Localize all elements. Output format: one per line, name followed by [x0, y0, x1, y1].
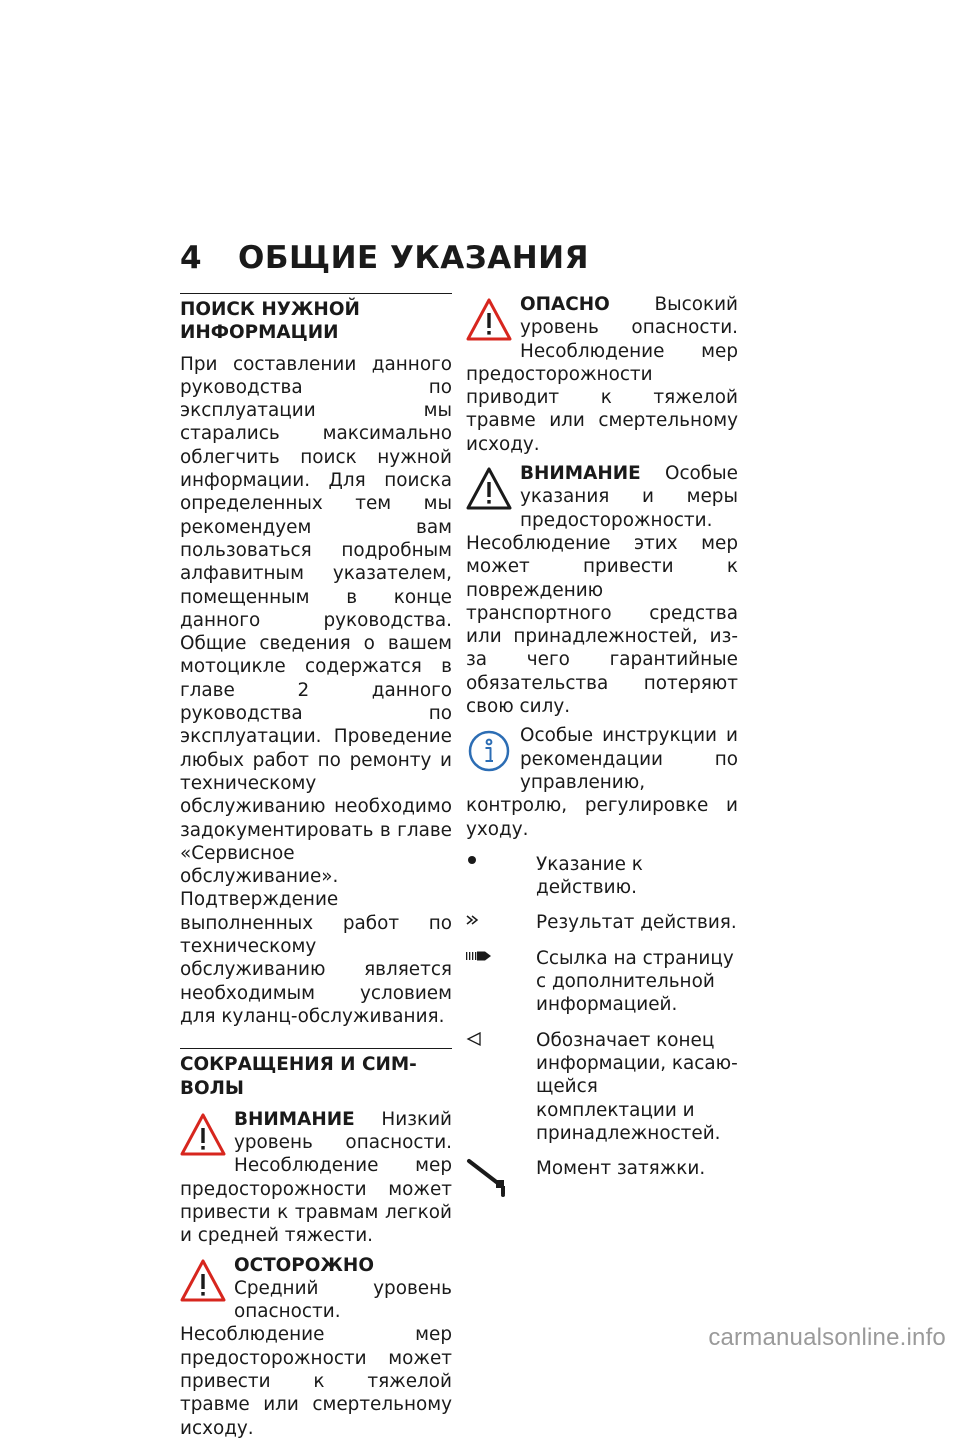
- torque-wrench-icon: [466, 1157, 536, 1198]
- watermark: carmanualsonline.info: [708, 1324, 946, 1351]
- chapter-title: [180, 240, 589, 276]
- symbol-row-result: [466, 911, 738, 934]
- notice-info: [466, 724, 738, 840]
- notice-caution-medium: [180, 1254, 452, 1440]
- warning-triangle-icon: [466, 466, 512, 512]
- warning-triangle-icon: [180, 1258, 226, 1304]
- notice-text: Низкий уровень опасности. Несоблюдение мер предосторожности может привести к травмам легкой и средней тяжести.: [180, 1108, 452, 1247]
- chapter-title-text: ОБЩИЕ УКАЗАНИЯ: [238, 240, 589, 276]
- symbol-row-torque: [466, 1157, 738, 1198]
- symbol-row-page-reference: [466, 947, 738, 1017]
- symbol-description: Указание к действию.: [536, 853, 643, 899]
- right-column: [466, 293, 738, 1198]
- notice-text: Средний уровень опасности. Несоблюдение мер предосторожности может привести к тяжелой травме или смертельному исходу.: [180, 1277, 452, 1439]
- notice-text: Особые указания и меры предосторожности. Несоблюдение этих мер может привести к повреждению транспортного средства или принадлежностей, из-за чего гарантийные обязательства потеряют свою силу.: [466, 463, 738, 718]
- left-column: [180, 293, 452, 1440]
- warning-triangle-icon: [180, 1112, 226, 1158]
- symbol-row-action: [466, 853, 738, 900]
- info-icon: [466, 728, 512, 774]
- bullet-icon: [466, 853, 536, 900]
- end-marker-icon: [466, 1029, 536, 1145]
- chapter-number: 4: [180, 240, 203, 276]
- notice-text: Особые инструкции и рекомендации по управлению, контролю, регулировке и уходу.: [466, 725, 738, 840]
- notice-keyword: ОПАСНО: [520, 294, 610, 315]
- result-arrow-icon: [466, 911, 536, 934]
- symbol-description: Результат действия.: [536, 912, 737, 934]
- symbols-section-heading: СОКРАЩЕНИЯ И СИМВОЛЫ: [180, 1048, 452, 1100]
- symbol-row-end-marker: [466, 1029, 738, 1145]
- search-section-body: При составлении данного руководства по эксплуатации мы старались максимально облегчить поиск нужной информации. Для поиска определенных тем мы рекомендуем вам пользоваться подробным алфавитным указателем, помещенным в конце данного руководства. Общие сведения о вашем мотоцикле содержатся в главе 2 данного руководства по эксплуатации. Проведение любых работ по ремонту и техническому обслуживанию необходимо задокументировать в главе «Сервисное обслуживание». Подтверждение выполненных работ по техническому обслуживанию является необходимым условием для куланц-обслуживания.: [180, 353, 452, 1027]
- notice-keyword: ВНИМАНИЕ: [520, 463, 641, 485]
- symbol-description: Ссылка на страницу с дополнительной информацией.: [536, 947, 734, 1016]
- symbol-description: Момент затяжки.: [536, 1158, 706, 1180]
- warning-triangle-icon: [466, 297, 512, 343]
- notice-attention-material: [466, 462, 738, 718]
- notice-keyword: ВНИМАНИЕ: [234, 1108, 355, 1130]
- notice-text: Высокий уровень опасности. Несоблюдение мер предосторожности приводит к тяжелой травме или смертельному исходу.: [466, 294, 738, 455]
- page-reference-icon: [466, 947, 536, 1017]
- search-section-heading: ПОИСК НУЖНОЙ ИНФОРМАЦИИ: [180, 293, 452, 345]
- notice-keyword: ОСТОРОЖНО: [234, 1254, 374, 1276]
- notice-caution-low: [180, 1108, 452, 1248]
- symbol-description: Обозначает конец информации, касающейся комплектации и принадлежностей.: [536, 1029, 738, 1144]
- notice-danger: [466, 293, 738, 456]
